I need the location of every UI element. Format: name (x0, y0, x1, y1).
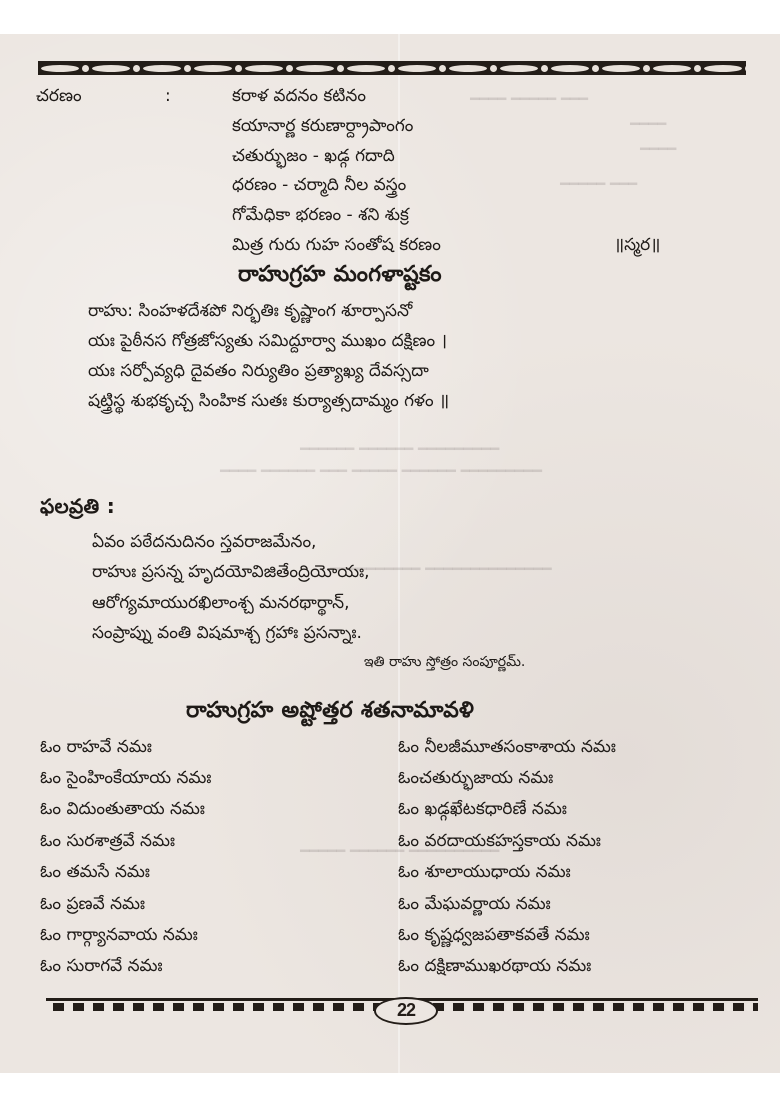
nama-left: ఓం సైంహింకేయాయ నమః (40, 768, 212, 788)
nama-left: ఓం సురశాత్రవే నమః (40, 831, 176, 851)
nama-right: ఓం ఖడ్గఖేటకధారిణే నమః (398, 799, 567, 819)
phalasruti-line: సంప్రాప్ను వంతి విషమాశ్చ గ్రహాః ప్రసన్నాః. (92, 623, 362, 643)
top-ornamental-border (38, 59, 746, 77)
nama-left: ఓం తమసే నమః (40, 862, 150, 882)
verse-line: రాహు: సింహళదేశపో నిర్భతిః కృష్ణాంగ శూర్పాసనో (88, 301, 413, 321)
charanam-line: చతుర్భుజం - ఖడ్గ గదాది (232, 146, 395, 166)
nama-right: ఓం శూలాయుధాయ నమః (398, 862, 571, 882)
closing-line: ఇతి రాహు స్తోత్రం సంపూర్ణమ్. (364, 654, 526, 670)
charanam-line: గోమేధికా భరణం - శని శుక్ర (232, 205, 409, 225)
verse-line: షట్త్రిస్థ శుభకృచ్చ సింహిక సుతః కుర్యాత్సదామ్మం గళం ॥ (88, 391, 450, 411)
bleed-through-text: ━━━━ (630, 115, 667, 133)
nama-right: ఓంచతుర్భుజాయ నమః (398, 768, 554, 788)
charanam-label: చరణం (36, 86, 82, 106)
phalasruti-line: ఆరోగ్యమాయురఖిలాంశ్చ మనరథార్థాన్, (92, 593, 350, 613)
phalasruti-line: రాహుః ప్రసన్న హృదయోవిజితేంద్రియోయః, (92, 562, 370, 582)
charanam-line: ధరణం - చర్మాది నీల వస్త్రం (232, 175, 407, 195)
phalasruti-heading: ఫలవ్రతి : (40, 494, 116, 518)
mangalashtakam-heading: రాహుగ్రహ మంగళాష్టకం (238, 262, 442, 287)
charanam-line: మిత్ర గురు గుహ సంతోష కరణం (232, 235, 441, 255)
verse-line: యః పైఠీనస గోత్రజోస్యతు సమిద్దూర్వా ముఖం దక్షిణం । (88, 331, 448, 351)
nama-left: ఓం గార్గ్యానవాయ నమః (40, 925, 198, 945)
bleed-through-text: ━━━━━ ━━━ (560, 175, 638, 193)
phalasruti-line: ఏవం పఠేదనుదినం స్తవరాజమేనం, (92, 532, 317, 552)
nama-left: ఓం విదుంతుతాయ నమః (40, 799, 205, 819)
bleed-through-text: ━━━━━━━━━━ ━━━━━━━━━━━━━━ (330, 560, 552, 578)
ashtottara-heading: రాహుగ్రహ అష్టోత్తర శతనామావళి (186, 698, 475, 723)
nama-right: ఓం మేఘవర్ణాయ నమః (398, 894, 551, 914)
bleed-through-text: ━━━━━ ━━━━━━ ━━━━━━━━━━ (300, 842, 500, 860)
bleed-through-text: ━━━━ (640, 140, 677, 158)
charanam-line: కరాళ వదనం కటినం (232, 86, 366, 106)
nama-right: ఓం వరదాయకహస్తకాయ నమః (398, 831, 601, 851)
nama-right: ఓం దక్షిణాముఖరథాయ నమః (398, 956, 592, 976)
refrain-marker: ॥స్మర॥ (614, 235, 661, 255)
bleed-through-text: ━━━━ ━━━━━ ━━━ (470, 90, 588, 108)
bleed-through-text: ━━━━ ━━━━━━ ━━━ ━━━━━ ━━━━━━ ━━━━━━━━━ (220, 462, 542, 480)
charanam-separator: : (165, 86, 171, 106)
nama-left: ఓం సురాగవే నమః (40, 956, 163, 976)
nama-right: ఓం నీలజీమూతసంకాశాయ నమః (398, 737, 616, 757)
nama-right: ఓం కృష్ణధ్వజపతాకవతే నమః (398, 925, 590, 945)
nama-left: ఓం ప్రణవే నమః (40, 894, 146, 914)
verse-line: యః సర్పోవ్యధి దైవతం నిర్యుతిం ప్రత్యాఖ్య దేవస్సదా (88, 361, 429, 381)
nama-left: ఓం రాహవే నమః (40, 737, 152, 757)
charanam-line: కయానార్ణ కరుణార్ద్రాపాంగం (232, 116, 414, 136)
page-number: 22 (374, 997, 438, 1025)
bleed-through-text: ━━━━━━ ━━━━━━ ━━━━━━━━━ (300, 440, 500, 458)
